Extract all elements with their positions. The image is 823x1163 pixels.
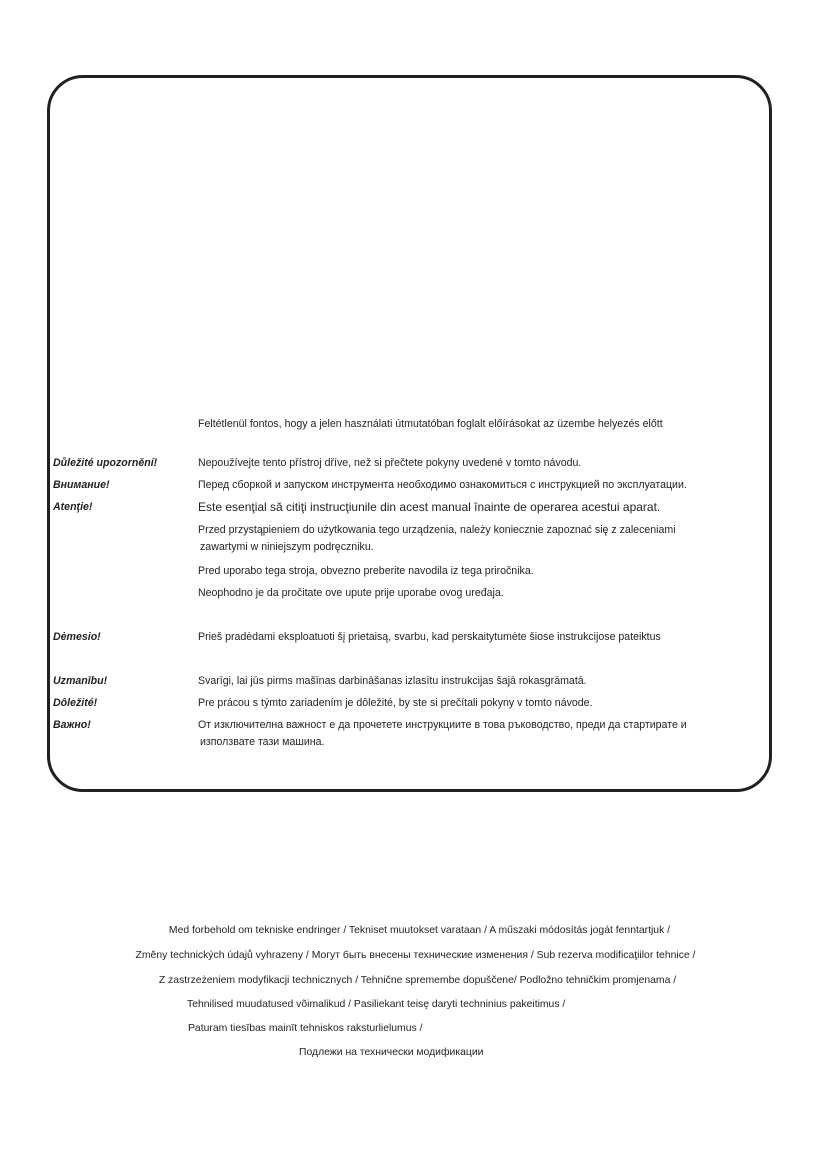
- notice-label: Dėmesio!: [53, 631, 101, 643]
- notice-text: Nepoužívejte tento přístroj dříve, než si přečtete pokyny uvedené v tomto návodu.: [198, 457, 582, 469]
- footer-line: Změny technických údajů vyhrazeny / Могут быть внесены технические изменения / Sub rezerva modificaţiilor tehnice /: [135, 950, 696, 961]
- notice-text: Neophodno je da pročitate ove upute prije uporabe ovog uređaja.: [198, 587, 504, 599]
- notice-text: [198, 522, 773, 556]
- notice-label: Dôležité!: [53, 697, 98, 709]
- notice-label: Важно!: [53, 719, 91, 731]
- notice-text: Feltétlenül fontos, hogy a jelen használati útmutatóban foglalt előírásokat az üzembe helyezés előtt: [198, 418, 663, 430]
- notice-text-line2: използвате тази машина.: [200, 736, 325, 748]
- notice-text-line1: Przed przystąpieniem do użytkowania tego urządzenia, należy koniecznie zapoznać się z zaleceniami: [198, 524, 676, 536]
- notice-label: Atenţie!: [53, 501, 93, 513]
- footer-line: Paturam tiesības mainīt tehniskos raksturlielumus /: [188, 1023, 423, 1034]
- notice-text: Este esenţial să citiţi instrucţiunile din acest manual înainte de operarea acestui aparat.: [198, 500, 661, 514]
- footer-line: Tehnilised muudatused võimalikud / Pasiliekant teisę daryti techninius pakeitimus /: [187, 999, 566, 1010]
- notice-text: Pre prácou s týmto zariadením je dôležité, by ste si prečítali pokyny v tomto návode.: [198, 697, 593, 709]
- footer-line: Подлежи на технически модификации: [299, 1047, 484, 1058]
- footer-line: Med forbehold om tekniske endringer / Tekniset muutokset varataan / A műszaki módosítás jogát fenntartjuk /: [168, 925, 671, 936]
- notice-text: Svarīgi, lai jūs pirms mašīnas darbināšanas izlasītu instrukcijas šajā rokasgrāmatā.: [198, 675, 587, 687]
- notice-text: Перед сборкой и запуском инструмента необходимо ознакомиться с инструкцией по эксплуатации.: [198, 479, 687, 491]
- notice-text-line1: От изключителна важност е да прочетете инструкциите в това ръководство, преди да стартирате и: [198, 719, 687, 731]
- notice-label: Uzmanību!: [53, 675, 108, 687]
- notice-text: [198, 717, 773, 751]
- footer-line: Z zastrzeżeniem modyfikacji technicznych / Tehnične spremembe dopuščene/ Podložno tehničkim promjenama /: [158, 975, 677, 986]
- notice-text: Prieš pradėdami eksploatuoti šį prietaisą, svarbu, kad perskaitytumėte šiose instrukcijose pateiktus: [198, 631, 661, 643]
- notice-text: Pred uporabo tega stroja, obvezno preberite navodila iz tega priročnika.: [198, 565, 534, 577]
- notice-text-line2: zawartymi w niniejszym podręczniku.: [200, 541, 374, 553]
- notice-label: Внимание!: [53, 479, 110, 491]
- notice-label: Důležité upozornění!: [53, 457, 158, 469]
